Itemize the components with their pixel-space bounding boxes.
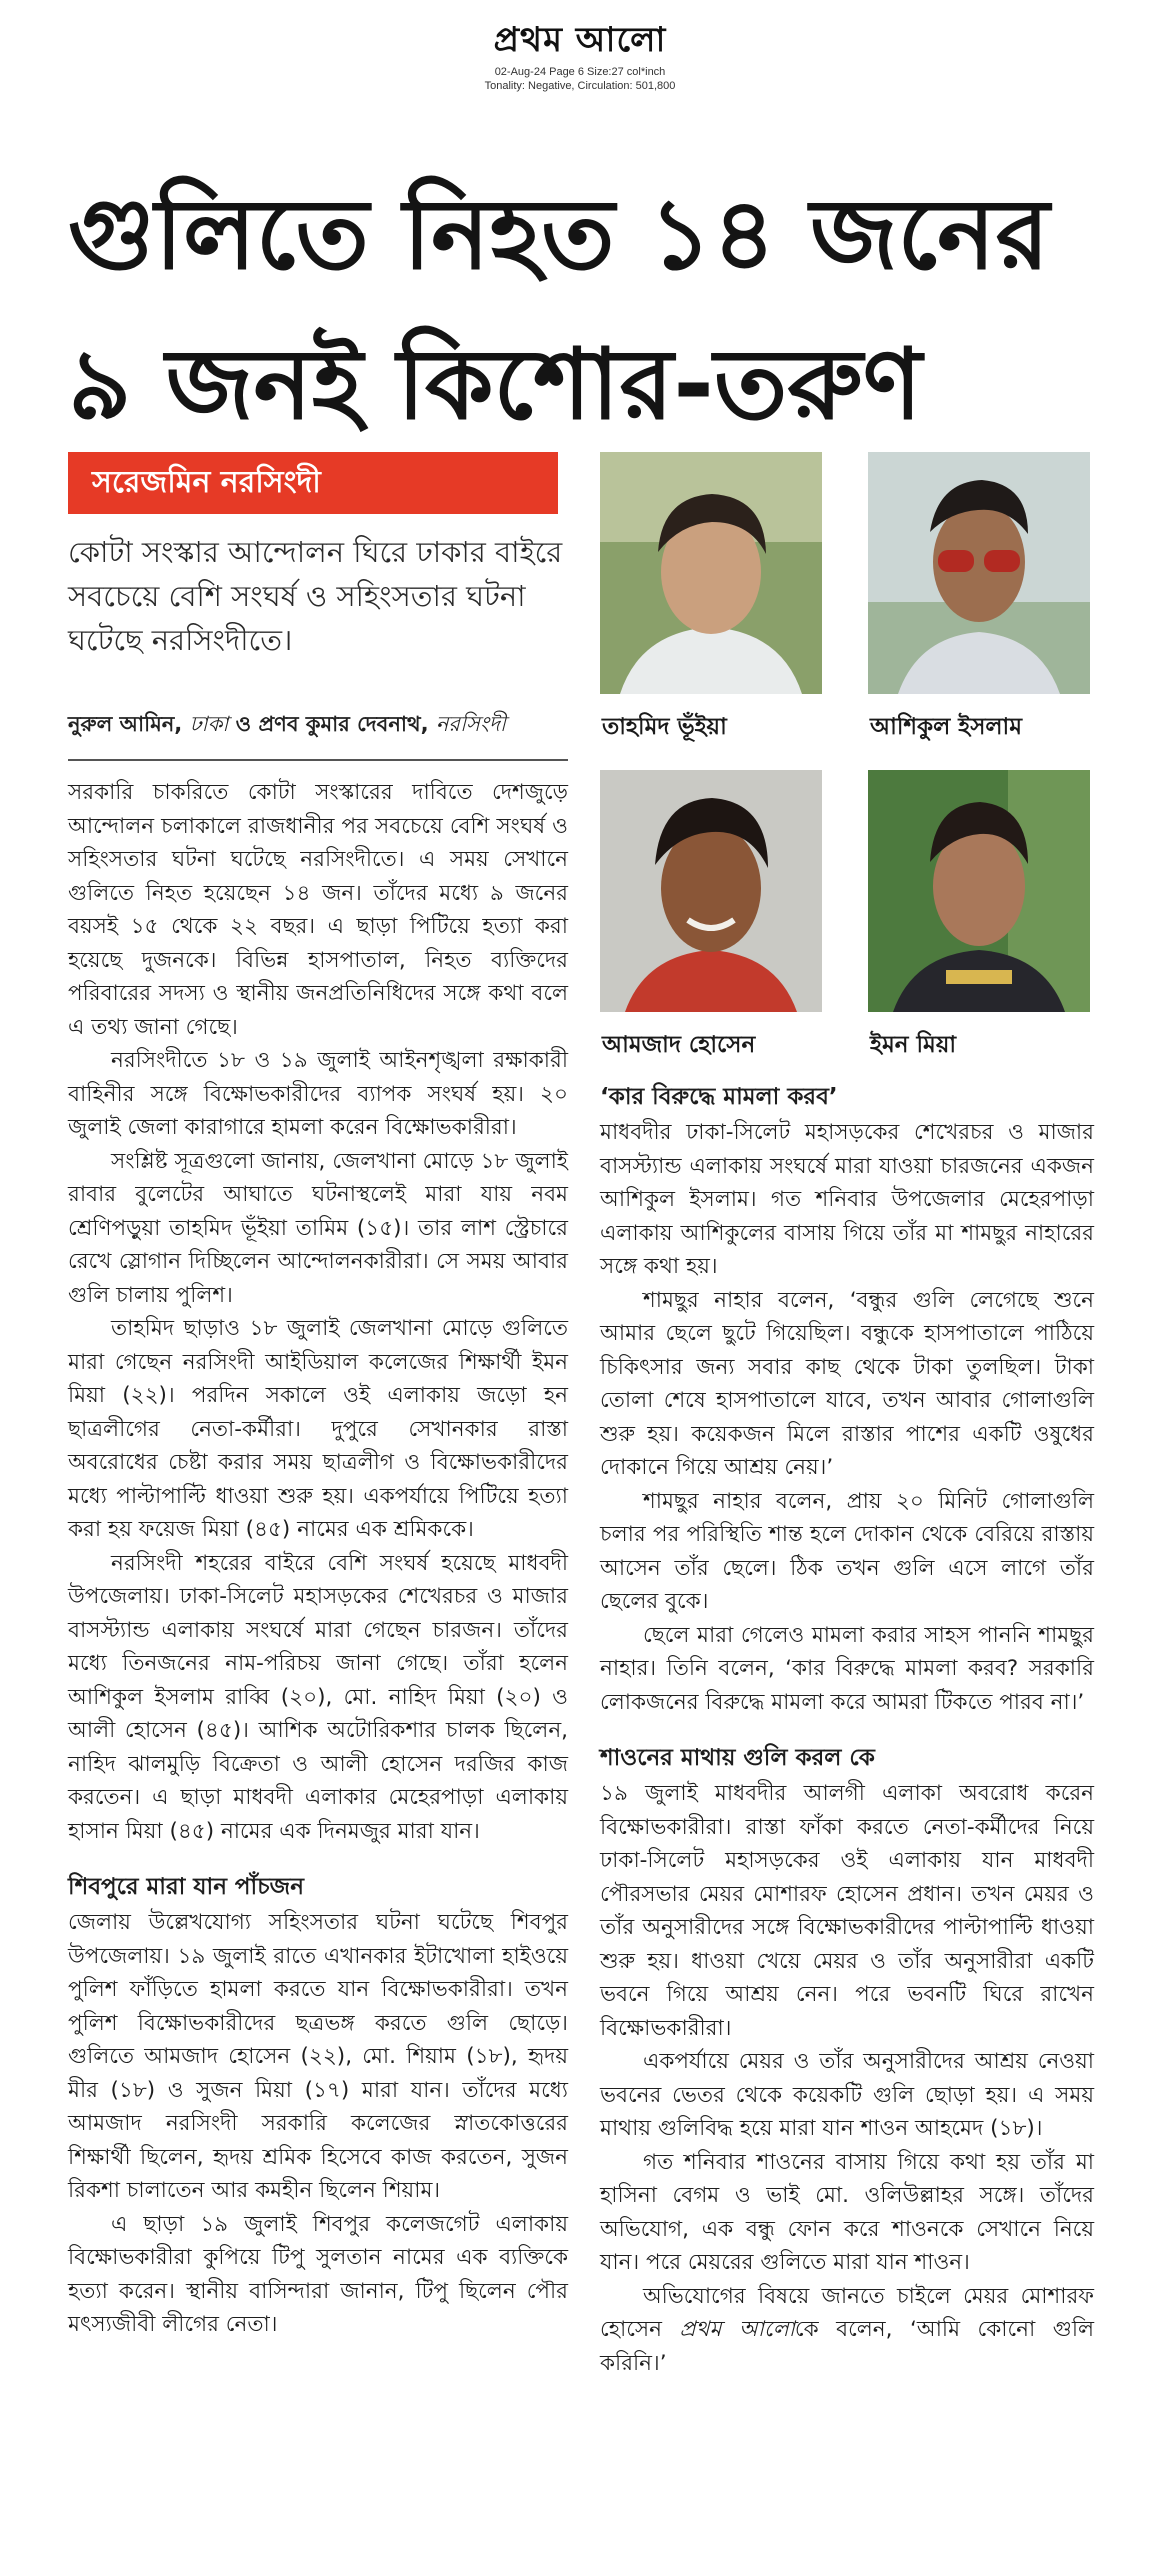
paragraph: ১৯ জুলাই মাধবদীর আলগী এলাকা অবরোধ করেন বিক্ষোভকারীরা। রাস্তা ফাঁকা করতে নেতা-কর্মীদের নিয়ে ঢাকা-সিলেট মহাসড়কের ওই এলাকায় যান মাধবদী পৌরসভার মেয়র মোশারফ হোসেন প্রধান। তখন মেয়র ও তাঁর অনুসারীদের সঙ্গে বিক্ষোভকারীদের পাল্টাপাল্টি ধাওয়া শুরু হয়। ধাওয়া খেয়ে মেয়র ও তাঁর অনুসারীরা একটি ভবনে গিয়ে আশ্রয় নেন। পরে ভবনটি ঘিরে রাখেন বিক্ষোভকারীরা। — [600, 1781, 1094, 2041]
body-column-right — [600, 1080, 1094, 2380]
photo-caption-3: আমজাদ হোসেন — [602, 1032, 756, 1058]
paragraph: মাধবদীর ঢাকা-সিলেট মহাসড়কের শেখেরচর ও মাজার বাসস্ট্যান্ড এলাকায় সংঘর্ষে মারা যাওয়া চারজনের একজন আশিকুল ইসলাম। গত শনিবার উপজেলার মেহেরপাড়া এলাকায় আশিকুলের বাসায় গিয়ে তাঁর মা শামছুর নাহারের সঙ্গে কথা হয়। — [600, 1120, 1094, 1279]
photo-caption-4: ইমন মিয়া — [870, 1032, 957, 1058]
byline-and: ও — [235, 712, 252, 736]
paragraph: গত শনিবার শাওনের বাসায় গিয়ে কথা হয় তাঁর মা হাসিনা বেগম ও ভাই মো. ওলিউল্লাহর সঙ্গে। তাঁদের অভিযোগ, এক বন্ধু ফোন করে শাওনকে সেখানে নিয়ে যান। পরে মেয়রের গুলিতে মারা যান শাওন। — [600, 2149, 1094, 2275]
subheading: শিবপুরে মারা যান পাঁচজন — [68, 1874, 304, 1900]
headline — [68, 160, 1108, 460]
clipping-meta-line-2: Tonality: Negative, Circulation: 501,800 — [484, 80, 676, 92]
paragraph-text: কে বলেন, ‘আমি কোনো গুলি করিনি।’ — [600, 2317, 1095, 2376]
paragraph: এ ছাড়া ১৯ জুলাই শিবপুর কলেজগেট এলাকায় বিক্ষোভকারীরা কুপিয়ে টিপু সুলতান নামের এক ব্যক্তিকে হত্যা করেন। স্থানীয় বাসিন্দারা জানান, টিপু ছিলেন পৌর মৎস্যজীবী লীগের নেতা। — [68, 2211, 568, 2337]
headline-line-1: গুলিতে নিহত ১৪ জনের — [68, 178, 1050, 292]
byline — [68, 708, 568, 761]
logo-text: প্রথম আলো — [493, 20, 667, 60]
byline-author-1: নুরুল আমিন, — [68, 712, 183, 736]
subheading: ‘কার বিরুদ্ধে মামলা করব’ — [600, 1084, 838, 1110]
paragraph: জেলায় উল্লেখযোগ্য সহিংসতার ঘটনা ঘটেছে শিবপুর উপজেলায়। ১৯ জুলাই রাতে এখানকার ইটাখোলা হাইওয়ে পুলিশ ফাঁড়িতে হামলা করতে যান বিক্ষোভকারীরা। তখন পুলিশ বিক্ষোভকারীদের ছত্রভঙ্গ করতে গুলি ছোড়ে। গুলিতে আমজাদ হোসেন (২২), মো. শিয়াম (১৮), হৃদয় মীর (১৮) ও সুজন মিয়া (১৭) মারা যান। তাঁদের মধ্যে আমজাদ নরসিংদী সরকারি কলেজের স্নাতকোত্তরের শিক্ষার্থী ছিলেন, হৃদয় শ্রমিক হিসেবে কাজ করতেন, সুজন রিকশা চালাতেন আর কমহীন ছিলেন শিয়াম। — [68, 1910, 568, 2203]
byline-author-2: প্রণব কুমার দেবনাথ, — [258, 712, 429, 736]
newspaper-name: প্রথম আলো — [679, 2317, 795, 2342]
paragraph-text: অভিযোগের বিষয়ে জানতে চাইলে মেয়র মোশারফ হোসেন — [600, 2283, 1094, 2342]
newspaper-logo — [0, 14, 1160, 71]
paragraph: নরসিংদী শহরের বাইরে বেশি সংঘর্ষ হয়েছে মাধবদী উপজেলায়। ঢাকা-সিলেট মহাসড়কের শেখেরচর ও মাজার বাসস্ট্যান্ড এলাকায় সংঘর্ষে মারা গেছেন চারজন। তাঁদের মধ্যে তিনজনের নাম-পরিচয় জানা গেছে। তাঁরা হলেন আশিকুল ইসলাম রাব্বি (২০), মো. নাহিদ মিয়া (২০) ও আলী হোসেন (৪৫)। আশিক অটোরিকশার চালক ছিলেন, নাহিদ ঝালমুড়ি বিক্রেতা ও আলী হোসেন দরজির কাজ করতেন। এ ছাড়া মাধবদী এলাকার মেহেরপাড়া এলাকায় হাসান মিয়া (৪৫) নামের এক দিনমজুর মারা যান। — [68, 1550, 568, 1844]
portrait-photo-tahmid — [600, 452, 822, 694]
byline-place-2: নরসিংদী — [435, 712, 506, 736]
paragraph: তাহমিদ ছাড়াও ১৮ জুলাই জেলখানা মোড়ে গুলিতে মারা গেছেন নরসিংদী আইডিয়াল কলেজের শিক্ষার্থী ইমন মিয়া (২২)। পরদিন সকালে ওই এলাকায় জড়ো হন ছাত্রলীগের নেতা-কর্মীরা। দুপুরে সেখানকার রাস্তা অবরোধের চেষ্টা করার সময় ছাত্রলীগ ও বিক্ষোভকারীদের মধ্যে পাল্টাপাল্টি ধাওয়া শুরু হয়। একপর্যায়ে পিটিয়ে হত্যা করা হয় ফয়েজ মিয়া (৪৫) নামের এক শ্রমিককে। — [68, 1316, 568, 1542]
masthead — [0, 0, 1160, 100]
clipping-meta-line-1: 02-Aug-24 Page 6 Size:27 col*inch — [494, 66, 666, 78]
deck-summary: কোটা সংস্কার আন্দোলন ঘিরে ঢাকার বাইরে সবচেয়ে বেশি সংঘর্ষ ও সহিংসতার ঘটনা ঘটেছে নরসিংদীতে। — [68, 535, 563, 657]
paragraph: নরসিংদীতে ১৮ ও ১৯ জুলাই আইনশৃঙ্খলা রক্ষাকারী বাহিনীর সঙ্গে বিক্ষোভকারীদের ব্যাপক সংঘর্ষ হয়। ২০ জুলাই জেলা কারাগারে হামলা করেন বিক্ষোভকারীরা। — [68, 1048, 568, 1140]
paragraph: শামছুর নাহার বলেন, ‘বন্ধুর গুলি লেগেছে শুনে আমার ছেলে ছুটে গিয়েছিল। বন্ধুকে হাসপাতালে পাঠিয়ে চিকিৎসার জন্য সবার কাছ থেকে টাকা তুলছিল। টাকা তোলা শেষে হাসপাতালে যাবে, তখন আবার গোলাগুলি শুরু হয়। কয়েকজন মিলে রাস্তার পাশের একটি ওষুধের দোকানে গিয়ে আশ্রয় নেয়।’ — [600, 1287, 1094, 1480]
paragraph: ছেলে মারা গেলেও মামলা করার সাহস পাননি শামছুর নাহার। তিনি বলেন, ‘কার বিরুদ্ধে মামলা করব? সরকারি লোকজনের বিরুদ্ধে মামলা করে আমরা টিকতে পারব না।’ — [600, 1622, 1094, 1715]
paragraph: সরকারি চাকরিতে কোটা সংস্কারের দাবিতে দেশজুড়ে আন্দোলন চলাকালে রাজধানীর পর সবচেয়ে বেশি সংঘর্ষ ও সহিংসতার ঘটনা ঘটেছে নরসিংদীতে। এ সময় সেখানে গুলিতে নিহত হয়েছেন ১৪ জন। তাঁদের মধ্যে ৯ জনের বয়সই ১৫ থেকে ২২ বছর। এ ছাড়া পিটিয়ে হত্যা করা হয়েছে দুজনকে। বিভিন্ন হাসপাতাল, নিহত ব্যক্তিদের পরিবারের সদস্য ও স্থানীয় জনপ্রতিনিধিদের সঙ্গে কথা বলে এ তথ্য জানা গেছে। — [68, 780, 568, 1040]
body-column-left — [68, 776, 568, 2342]
paragraph — [600, 2280, 1094, 2381]
photo-caption-1: তাহমিদ ভূঁইয়া — [602, 714, 727, 740]
paragraph: সংশ্লিষ্ট সূত্রগুলো জানায়, জেলখানা মোড়ে ১৮ জুলাই রাবার বুলেটের আঘাতে ঘটনাস্থলেই মারা যায় নবম শ্রেণিপড়ুয়া তাহমিদ ভূঁইয়া তামিম (১৫)। তার লাশ স্ট্রেচারে রেখে স্লোগান দিচ্ছিলেন আন্দোলনকারীরা। সে সময় আবার গুলি চালায় পুলিশ। — [68, 1148, 568, 1308]
portrait-photo-amjad — [600, 770, 822, 1012]
byline-place-1: ঢাকা — [189, 712, 229, 736]
section-kicker: সরেজমিন নরসিংদী — [68, 452, 558, 514]
paragraph: শামছুর নাহার বলেন, প্রায় ২০ মিনিট গোলাগুলি চলার পর পরিস্থিতি শান্ত হলে দোকান থেকে বেরিয়ে রাস্তায় আসেন তাঁর ছেলে। ঠিক তখন গুলি এসে লাগে তাঁর ছেলের বুকে। — [600, 1488, 1094, 1614]
headline-line-2: ৯ জনই কিশোর-তরুণ — [68, 328, 922, 442]
portrait-photo-imon — [868, 770, 1090, 1012]
portrait-photo-ashikul — [868, 452, 1090, 694]
paragraph: একপর্যায়ে মেয়র ও তাঁর অনুসারীদের আশ্রয় নেওয়া ভবনের ভেতর থেকে কয়েকটি গুলি ছোড়া হয়। এ সময় মাথায় গুলিবিদ্ধ হয়ে মারা যান শাওন আহমেদ (১৮)। — [600, 2049, 1094, 2141]
subheading: শাওনের মাথায় গুলি করল কে — [600, 1745, 875, 1771]
photo-caption-2: আশিকুল ইসলাম — [870, 714, 1022, 740]
